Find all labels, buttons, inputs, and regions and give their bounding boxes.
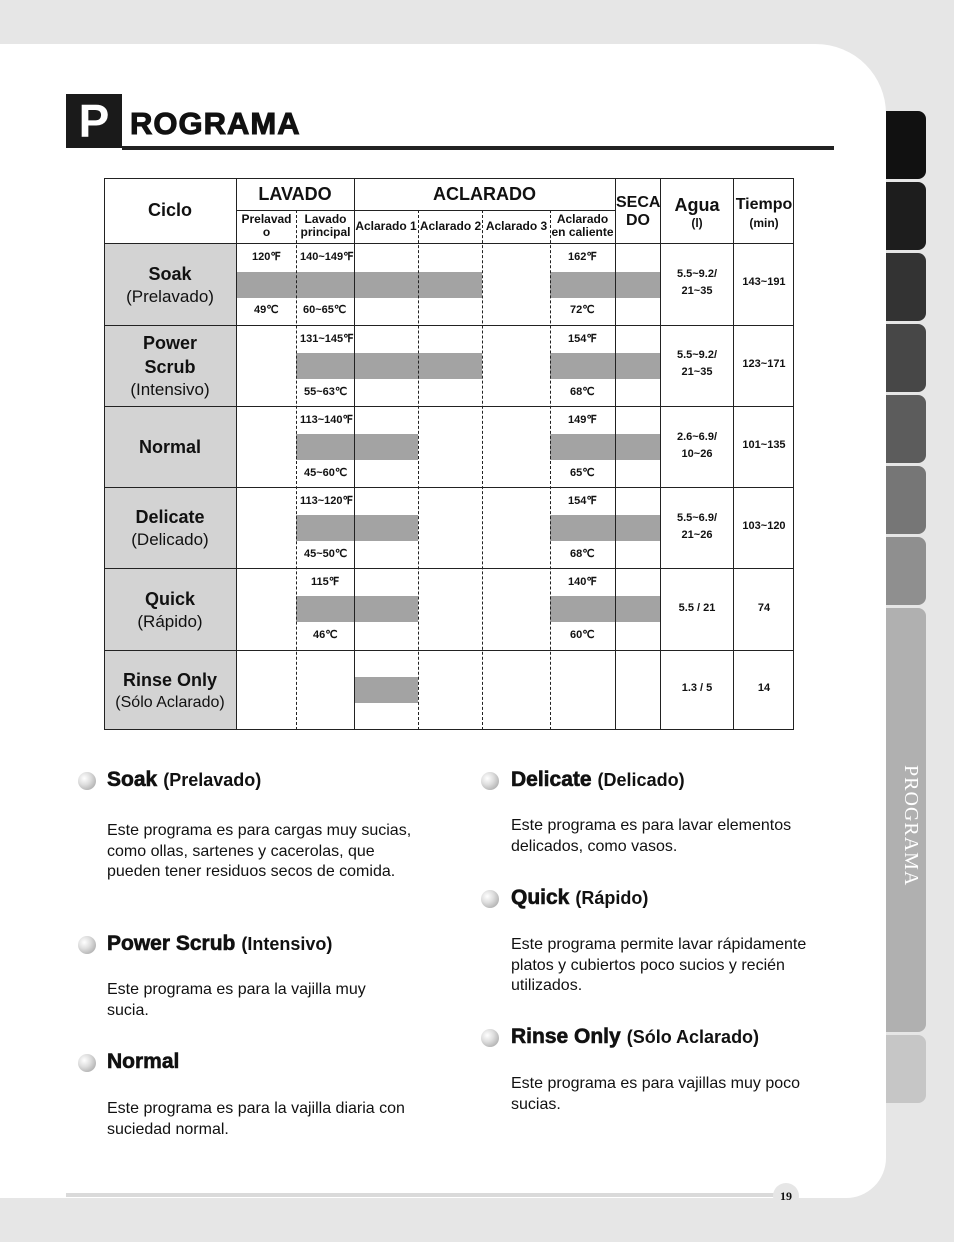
time-value: 101~135 — [742, 439, 786, 451]
water-value: 2.6~6.9/ 10~26 — [676, 431, 718, 460]
program-description-quick: Este programa permite lavar rápidamente platos y cubiertos poco sucios y recién utilizados. — [511, 936, 807, 994]
water-value: 5.5~6.9/ 21~26 — [676, 512, 718, 541]
program-description-normal: Este programa es para la vajilla diaria con suciedad normal. — [107, 1100, 405, 1138]
time-value: 143~191 — [742, 276, 786, 288]
section-heading-soak — [107, 768, 261, 792]
table-border-left — [104, 178, 105, 730]
header-secado: SECA DO — [616, 194, 661, 229]
program-name: Rinse Only — [511, 1025, 621, 1048]
program-name: Normal — [107, 1050, 180, 1073]
section-heading-quick — [511, 886, 648, 910]
header-subdivider — [237, 210, 615, 211]
section-tab-9[interactable] — [886, 1035, 926, 1103]
cycle-cell-power-scrub — [104, 326, 236, 406]
table-border-right — [793, 178, 794, 730]
section-tab-6[interactable] — [886, 466, 926, 534]
program-description-soak: Este programa es para cargas muy sucias, como ollas, sartenes y cacerolas, que pueden tener residuos secos de comida. — [107, 822, 412, 880]
row-divider — [104, 487, 794, 488]
phase-bar — [550, 353, 660, 379]
subheader-aclarado-2: Aclarado 2 — [419, 219, 482, 233]
row-divider — [104, 325, 794, 326]
bullet-icon — [481, 772, 499, 790]
program-name: Power Scrub — [107, 932, 236, 955]
section-tab-1[interactable] — [886, 111, 926, 179]
program-subtitle: (Prelavado) — [163, 770, 262, 790]
row-divider — [104, 406, 794, 407]
main-wash-temp-c: 45~60℃ — [304, 467, 348, 479]
subheader-prelavado: Prelavad o — [241, 212, 292, 239]
cycle-name: Power Scrub — [142, 333, 198, 377]
subheader-aclarado-caliente: Aclarado en caliente — [551, 212, 614, 239]
cycle-name: Delicate — [135, 507, 205, 527]
header-agua-unit: (l) — [691, 216, 703, 230]
col-dashed-divider — [482, 210, 483, 730]
section-heading-power-scrub — [107, 932, 332, 956]
cycle-cell-soak — [104, 244, 236, 325]
phase-bar — [550, 596, 660, 622]
hot-rinse-temp-c: 65℃ — [570, 467, 595, 479]
main-wash-temp-f: 113~140℉ — [300, 414, 353, 426]
col-dashed-divider — [550, 210, 551, 730]
water-value: 5.5~9.2/ 21~35 — [676, 349, 718, 378]
col-divider — [354, 178, 355, 730]
col-divider — [615, 178, 616, 730]
header-aclarado: ACLARADO — [433, 184, 536, 204]
program-subtitle: (Sólo Aclarado) — [626, 1027, 760, 1047]
hot-rinse-temp-f: 140℉ — [568, 576, 597, 588]
bullet-icon — [78, 936, 96, 954]
header-ciclo: Ciclo — [147, 200, 192, 220]
main-wash-temp-c: 60~65℃ — [303, 304, 347, 316]
cycle-sub: (Delicado) — [131, 530, 209, 549]
table-border-top — [104, 178, 794, 179]
main-wash-temp-f: 131~145℉ — [300, 333, 354, 345]
cycle-sub: (Rápido) — [137, 611, 203, 631]
row-divider — [104, 650, 794, 651]
phase-bar — [355, 677, 418, 703]
program-name: Soak — [107, 768, 158, 791]
program-name: Quick — [511, 886, 570, 909]
footer-rule — [66, 1193, 774, 1197]
phase-bar — [296, 596, 418, 622]
water-value: 5.5 / 21 — [678, 602, 716, 614]
hot-rinse-temp-c: 68℃ — [570, 548, 595, 560]
water-value: 1.3 / 5 — [681, 682, 713, 694]
row-divider — [104, 568, 794, 569]
time-value: 103~120 — [742, 520, 786, 532]
bullet-icon — [78, 772, 96, 790]
phase-bar — [550, 434, 660, 460]
hot-rinse-temp-f: 154℉ — [568, 333, 597, 345]
program-description-rinse-only: Este programa es para vajillas muy poco sucias. — [511, 1075, 801, 1113]
hot-rinse-temp-f: 154℉ — [568, 495, 597, 507]
water-value: 5.5~9.2/ 21~35 — [676, 268, 718, 297]
hot-rinse-temp-c: 72℃ — [570, 304, 595, 316]
cycle-name: Soak — [148, 263, 192, 284]
time-value: 123~171 — [742, 358, 786, 370]
subheader-lavado-principal: Lavado principal — [300, 212, 351, 239]
cycle-cell-rinse-only — [104, 651, 236, 730]
time-value: 74 — [757, 602, 771, 614]
program-description-delicate: Este programa es para lavar elementos delicados, como vasos. — [511, 817, 792, 855]
col-dashed-divider — [296, 210, 297, 730]
section-tab-2[interactable] — [886, 182, 926, 250]
cycle-name: Quick — [144, 588, 196, 609]
main-wash-temp-c: 46℃ — [313, 629, 338, 641]
cycle-cell-delicate — [104, 488, 236, 568]
cycle-cell-quick — [104, 569, 236, 650]
hot-rinse-temp-f: 149℉ — [568, 414, 597, 426]
phase-bar — [550, 515, 660, 541]
subheader-aclarado-1: Aclarado 1 — [355, 219, 417, 233]
side-tab-label: PROGRAMA — [900, 765, 922, 887]
section-tab-7[interactable] — [886, 537, 926, 605]
cycle-sub: (Sólo Aclarado) — [115, 693, 225, 711]
time-value: 14 — [757, 682, 771, 694]
section-tab-5[interactable] — [886, 395, 926, 463]
col-divider — [733, 178, 734, 730]
hot-rinse-temp-c: 68℃ — [570, 386, 595, 398]
page-title: ROGRAMA — [130, 106, 301, 141]
title-initial: P — [66, 94, 122, 148]
hot-rinse-temp-f: 162℉ — [568, 251, 597, 263]
bullet-icon — [481, 1029, 499, 1047]
prewash-temp-f: 120℉ — [252, 251, 281, 263]
subheader-aclarado-3: Aclarado 3 — [485, 219, 548, 233]
phase-bar — [296, 434, 418, 460]
table-border-bottom — [104, 729, 794, 730]
row-divider — [104, 243, 794, 244]
program-subtitle: (Delicado) — [597, 770, 685, 790]
program-description-power-scrub: Este programa es para la vajilla muy sucia. — [107, 981, 366, 1019]
cycle-cell-normal — [104, 407, 236, 487]
section-tab-4[interactable] — [886, 324, 926, 392]
phase-bar — [237, 272, 482, 298]
bullet-icon — [481, 890, 499, 908]
program-subtitle: (Intensivo) — [241, 934, 333, 954]
phase-bar — [550, 272, 660, 298]
program-subtitle: (Rápido) — [575, 888, 649, 908]
main-wash-temp-f: 113~120℉ — [300, 495, 353, 507]
col-dashed-divider — [418, 210, 419, 730]
header-lavado: LAVADO — [258, 184, 332, 204]
main-wash-temp-f: 140~149℉ — [300, 251, 354, 263]
main-wash-temp-c: 45~50℃ — [304, 548, 348, 560]
cycle-name: Normal — [138, 437, 201, 457]
prewash-temp-c: 49℃ — [254, 304, 279, 316]
page-number: 19 — [773, 1183, 799, 1209]
title-rule — [122, 146, 834, 150]
section-heading-delicate — [511, 768, 685, 792]
section-tab-3[interactable] — [886, 253, 926, 321]
cycle-sub: (Prelavado) — [126, 286, 214, 306]
cycle-sub: (Intensivo) — [130, 380, 210, 399]
header-agua: Agua — [674, 195, 720, 215]
main-wash-temp-f: 115℉ — [311, 576, 340, 588]
header-tiempo-unit: (min) — [749, 216, 779, 230]
hot-rinse-temp-c: 60℃ — [570, 629, 595, 641]
header-tiempo: Tiempo — [735, 196, 793, 213]
main-wash-temp-c: 55~63℃ — [304, 386, 348, 398]
program-name: Delicate — [511, 768, 592, 791]
col-divider — [236, 178, 237, 730]
phase-bar — [296, 515, 418, 541]
section-heading-rinse-only — [511, 1025, 759, 1049]
section-heading-normal — [107, 1050, 179, 1074]
bullet-icon — [78, 1054, 96, 1072]
phase-bar — [296, 353, 482, 379]
cycle-name: Rinse Only — [122, 669, 218, 690]
program-table — [104, 178, 794, 730]
side-tabs — [886, 0, 954, 1242]
